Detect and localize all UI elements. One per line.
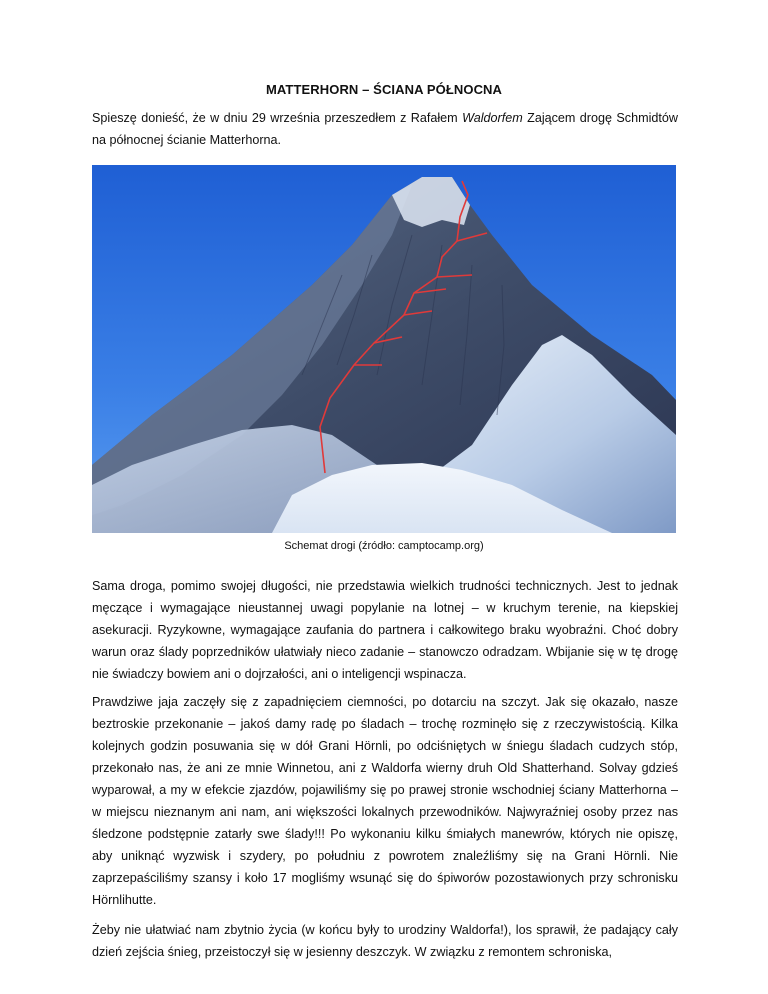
route-photo bbox=[92, 165, 676, 533]
matterhorn-route-image bbox=[92, 165, 676, 533]
paragraph-1: Sama droga, pomimo swojej długości, nie przedstawia wielkich trudności technicznych. Jest to jednak męczące i wymagające nieustannej uwagi popylanie na lotnej – w kruchym terenie, na kiepskiej asekuracji. Ryzykowne, wymagające zaufania do partnera i całkowitego braku wyobraźni. Choć dobry warun oraz ślady poprzedników ułatwiały nieco zadanie – stanowczo odradzam. Wbijanie się w tę drogę nie świadczy bowiem ani o dojrzałości, ani o inteligencji wspinacza. bbox=[92, 579, 678, 681]
page-title: MATTERHORN – ŚCIANA PÓŁNOCNA bbox=[265, 82, 503, 97]
paragraph-2: Prawdziwe jaja zaczęły się z zapadnięciem ciemności, po dotarciu na szczyt. Jak się okazało, nasze beztroskie przekonanie – jakoś damy radę po śladach – trochę rozminęło się z rzeczywistością. Kilka kolejnych godzin posuwania się w dół Grani Hörnli, po odciśniętych w śniegu śladach cudzych stóp, przekonało nas, że ani ze mnie Winnetou, ani z Waldorfa wierny druh Old Shatterhand. Solvay gdzieś wyparował, a my w efekcie zjazdów, pojawiliśmy się po prawej stronie wschodniej ściany Matterhorna – w miejscu nieznanym ani nam, ani większości lokalnych przewodników. Najwyraźniej osoby przez nas śledzone podstępnie zatarły swe ślady!!! Po wykonaniu kilku śmiałych manewrów, których nie opiszę, aby uniknąć wyzwisk i szydery, po południu z powrotem znaleźliśmy się na Grani Hörnli. Nie zaprzepaściliśmy szansy i koło 17 mogliśmy wsunąć się do śpiworów pozostawionych przy schronisku Hörnlihutte. bbox=[92, 695, 678, 907]
figure-caption: Schemat drogi (źródło: camptocamp.org) bbox=[284, 540, 484, 552]
intro-paragraph bbox=[92, 107, 678, 151]
intro-nickname: Waldorfem bbox=[462, 111, 523, 125]
intro-text-after: Zającem drogę Schmidtów na północnej ścianie Matterhorna. bbox=[92, 111, 678, 147]
paragraph-3: Żeby nie ułatwiać nam zbytnio życia (w końcu były to urodziny Waldorfa!), los sprawił, że padający cały dzień zejścia śnieg, przeistoczył się w jesienny deszczyk. W związku z remontem schroniska, bbox=[92, 923, 678, 959]
intro-text-before: Spieszę donieść, że w dniu 29 września przeszedłem z Rafałem bbox=[92, 111, 463, 125]
